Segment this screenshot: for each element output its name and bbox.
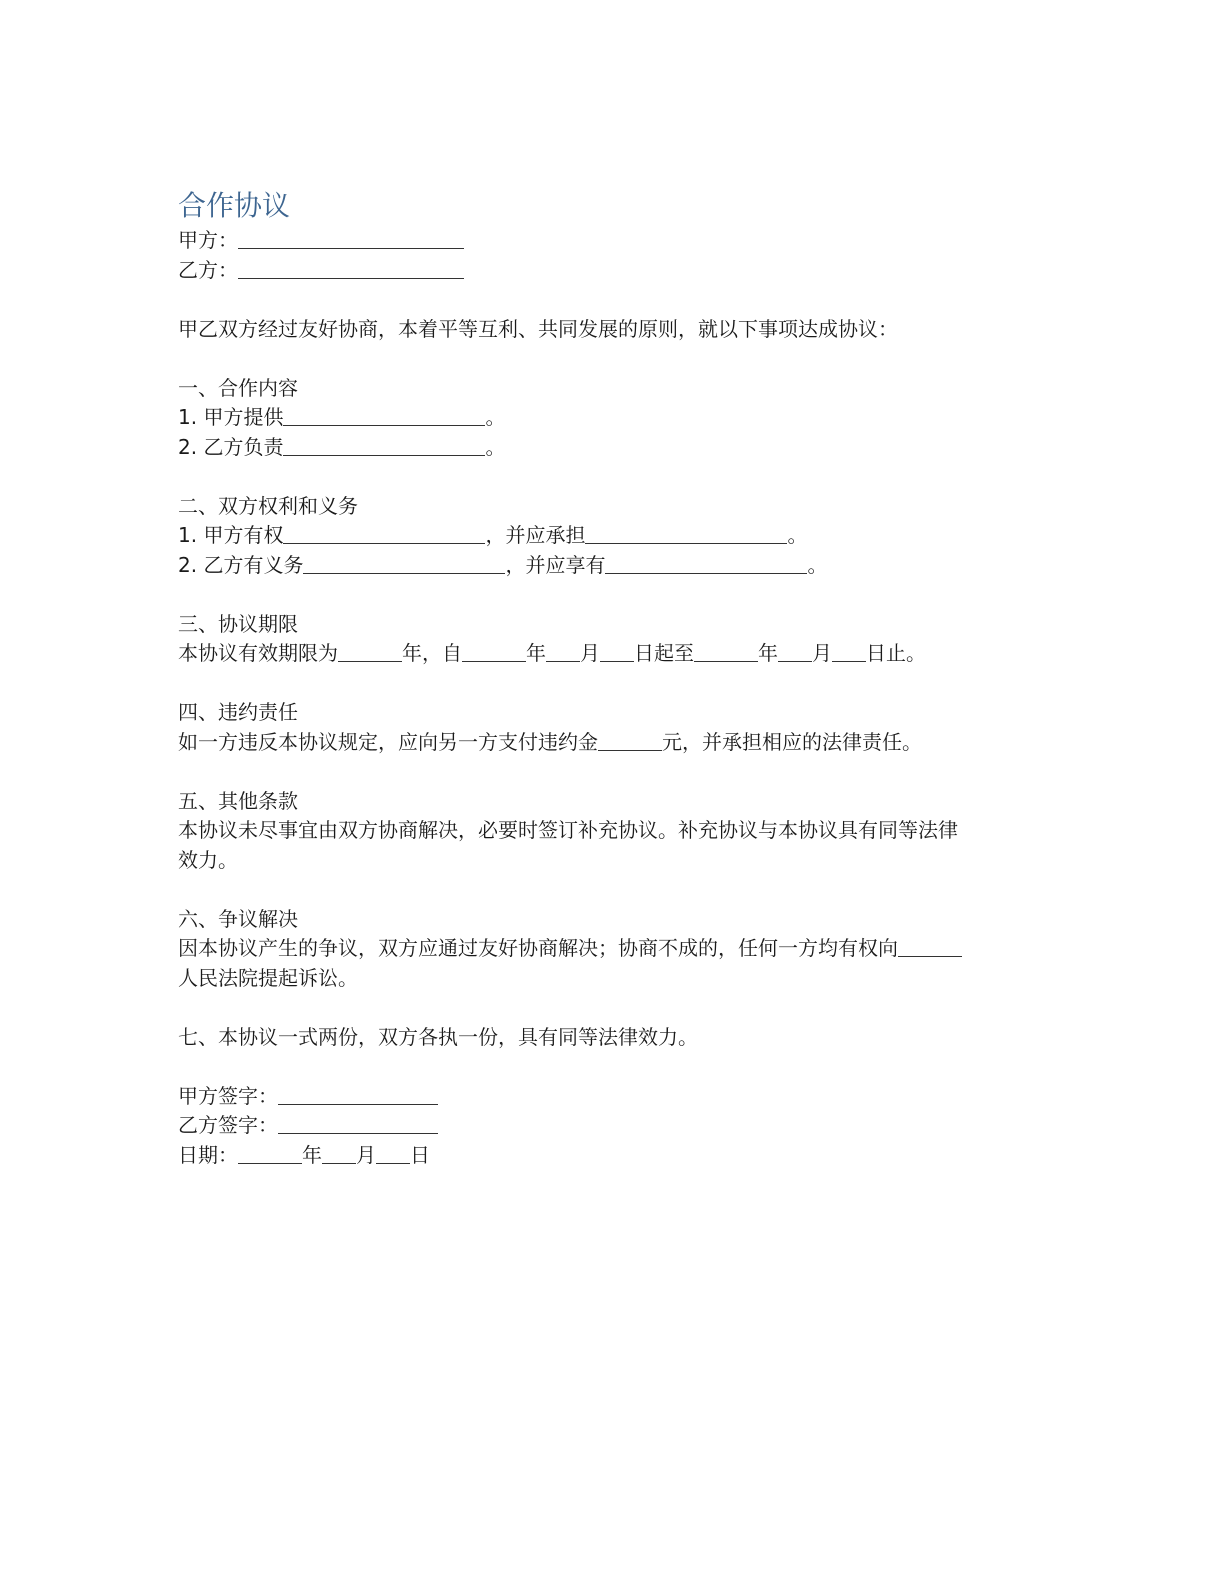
date-day-blank[interactable]: [376, 1143, 410, 1164]
party-a-signature-blank[interactable]: [278, 1084, 438, 1105]
party-a-obligations-blank[interactable]: [585, 523, 787, 544]
year-label: 年: [302, 1142, 322, 1167]
item-label: 1. 甲方提供: [178, 405, 284, 429]
court-blank[interactable]: [898, 936, 962, 957]
section-1-heading: 一、合作内容: [178, 375, 298, 400]
agreement-document: [178, 186, 1038, 1170]
term-text: 月: [580, 641, 600, 665]
item-middle: ，并应享有: [505, 552, 606, 577]
dispute-line-1: [178, 934, 1038, 964]
end-month-blank[interactable]: [778, 641, 812, 662]
section-2-heading: 二、双方权利和义务: [178, 493, 358, 518]
term-text: 年: [526, 641, 546, 665]
party-a-label: 甲方：: [178, 228, 238, 252]
section-1-item-1: [178, 403, 1038, 433]
section-1-item-2: [178, 433, 1038, 463]
item-label: 2. 乙方有义务: [178, 552, 304, 577]
section-6-heading: 六、争议解决: [178, 906, 298, 931]
section-5-heading: 五、其他条款: [178, 788, 298, 813]
party-a-line: [178, 226, 1038, 256]
dispute-line-2: 人民法院提起诉讼。: [178, 965, 358, 990]
item-suffix: 。: [787, 523, 808, 547]
party-b-rights-blank[interactable]: [605, 553, 807, 574]
penalty-amount-blank[interactable]: [598, 730, 662, 751]
party-b-signature-label: 乙方签字：: [178, 1113, 278, 1137]
term-text: 本协议有效期限为: [178, 641, 338, 665]
party-b-signature-line: [178, 1111, 1038, 1141]
other-terms-line-1: 本协议未尽事宜由双方协商解决，必要时签订补充协议。补充协议与本协议具有同等法律: [178, 818, 958, 842]
end-day-blank[interactable]: [832, 641, 866, 662]
penalty-text: 如一方违反本协议规定，应向另一方支付违约金: [178, 729, 598, 754]
item-suffix: 。: [807, 552, 828, 577]
item-suffix: 。: [485, 434, 506, 459]
start-year-blank[interactable]: [462, 641, 526, 662]
item-suffix: 。: [485, 405, 506, 429]
party-b-responsible-blank[interactable]: [283, 435, 485, 456]
end-year-blank[interactable]: [694, 641, 758, 662]
section-4-heading: 四、违约责任: [178, 700, 298, 724]
other-terms-line-2: 效力。: [178, 847, 238, 872]
term-text: 日止。: [866, 641, 926, 665]
party-a-rights-blank[interactable]: [283, 523, 485, 544]
dispute-text: 因本协议产生的争议，双方应通过友好协商解决；协商不成的，任何一方均有权向: [178, 936, 898, 960]
party-b-signature-blank[interactable]: [278, 1113, 438, 1134]
party-b-line: [178, 256, 1038, 286]
month-label: 月: [356, 1142, 376, 1167]
party-a-signature-label: 甲方签字：: [178, 1083, 278, 1108]
term-years-blank[interactable]: [338, 641, 402, 662]
item-label: 2. 乙方负责: [178, 434, 284, 459]
term-text: 日起至: [634, 641, 694, 665]
party-b-blank[interactable]: [238, 258, 464, 279]
section-7-heading: 七、本协议一式两份，双方各执一份，具有同等法律效力。: [178, 1024, 698, 1049]
party-a-provides-blank[interactable]: [283, 405, 485, 426]
date-year-blank[interactable]: [238, 1143, 302, 1164]
start-month-blank[interactable]: [546, 641, 580, 662]
section-2-item-2: [178, 551, 1038, 581]
item-label: 1. 甲方有权: [178, 523, 284, 547]
penalty-text: 元，并承担相应的法律责任。: [662, 729, 922, 754]
party-a-signature-line: [178, 1082, 1038, 1112]
term-text: 月: [812, 641, 832, 665]
party-b-obligations-blank[interactable]: [303, 553, 505, 574]
section-2-item-1: [178, 521, 1038, 551]
item-middle: ，并应承担: [485, 523, 586, 547]
penalty-line: [178, 728, 1038, 758]
party-b-label: 乙方：: [178, 257, 238, 282]
section-3-heading: 三、协议期限: [178, 611, 298, 636]
term-text: 年: [758, 641, 778, 665]
term-text: 年，自: [402, 641, 462, 665]
day-label: 日: [410, 1142, 430, 1167]
term-line: [178, 639, 1038, 669]
document-title: 合作协议: [178, 189, 291, 222]
preamble: 甲乙双方经过友好协商，本着平等互利、共同发展的原则，就以下事项达成协议：: [178, 316, 898, 341]
start-day-blank[interactable]: [600, 641, 634, 662]
date-month-blank[interactable]: [322, 1143, 356, 1164]
date-label: 日期：: [178, 1142, 238, 1167]
date-line: [178, 1141, 1038, 1171]
party-a-blank[interactable]: [238, 228, 464, 249]
